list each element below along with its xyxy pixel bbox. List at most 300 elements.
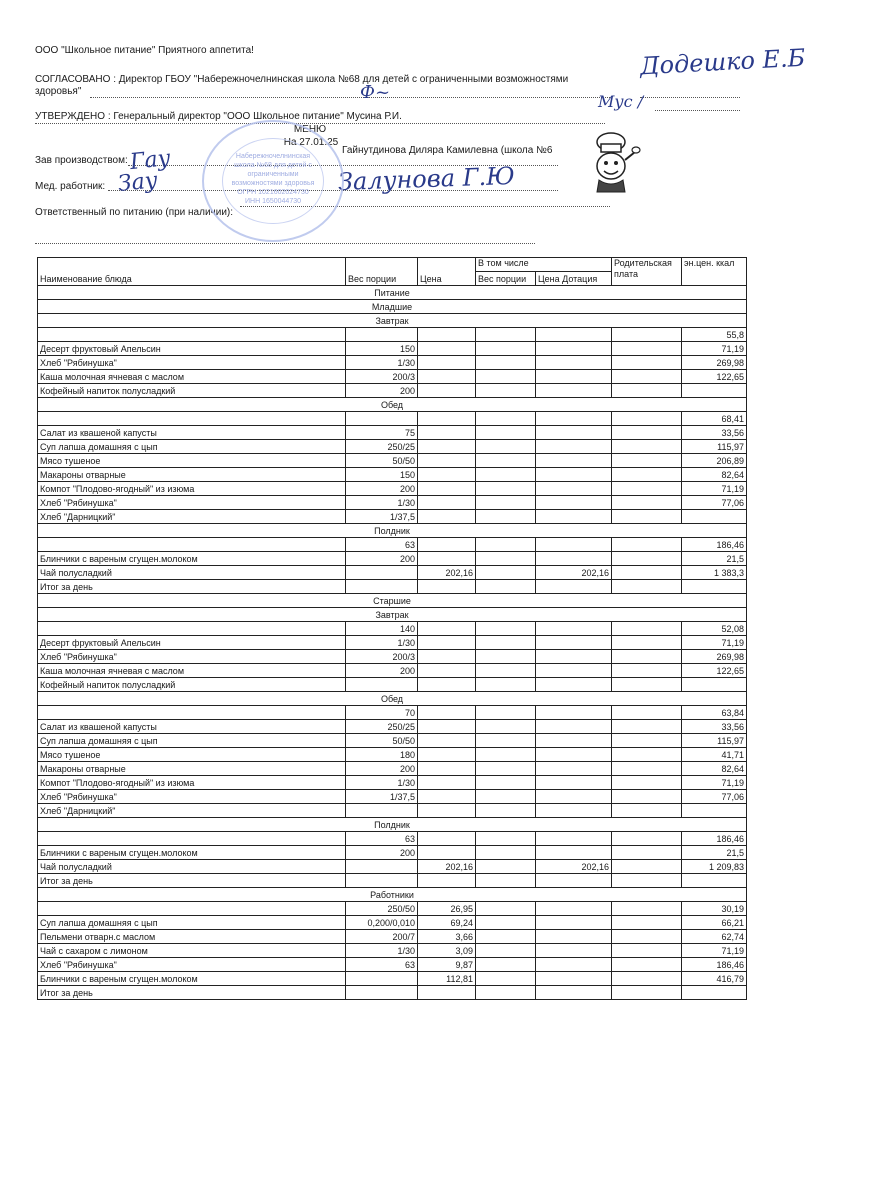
- dish-name: Суп лапша домашняя с цып: [38, 734, 346, 748]
- subsidy-price: [536, 846, 612, 860]
- dish-name: Итог за день: [38, 580, 346, 594]
- table-row: [38, 832, 747, 846]
- price: 26,95: [418, 902, 476, 916]
- parent-fee: [612, 720, 682, 734]
- energy-kcal: 269,98: [682, 650, 747, 664]
- parent-fee: [612, 412, 682, 426]
- signature-director: Ф~: [360, 82, 391, 103]
- dish-name: Салат из квашеной капусты: [38, 720, 346, 734]
- dish-name: [38, 706, 346, 720]
- table-row: [38, 566, 747, 580]
- portion-weight: 50/50: [346, 734, 418, 748]
- subsidy-price: [536, 706, 612, 720]
- price: [418, 552, 476, 566]
- incl-weight: [476, 734, 536, 748]
- parent-fee: [612, 832, 682, 846]
- responsible-label: Ответственный по питанию (при наличии):: [35, 207, 234, 218]
- portion-weight: 1/37,5: [346, 790, 418, 804]
- incl-weight: [476, 832, 536, 846]
- parent-fee: [612, 384, 682, 398]
- section-label: Полдник: [38, 524, 747, 538]
- table-row: [38, 650, 747, 664]
- parent-fee: [612, 748, 682, 762]
- subsidy-price: [536, 370, 612, 384]
- col-energy: эн.цен. ккал: [682, 258, 747, 286]
- table-row: [38, 412, 747, 426]
- price: [418, 636, 476, 650]
- subsidy-price: [536, 384, 612, 398]
- parent-fee: [612, 342, 682, 356]
- dish-name: [38, 328, 346, 342]
- price: [418, 356, 476, 370]
- portion-weight: 150: [346, 468, 418, 482]
- table-row: [38, 790, 747, 804]
- col-incl-price: Цена Дотация: [536, 272, 612, 286]
- parent-fee: [612, 776, 682, 790]
- table-row: [38, 734, 747, 748]
- table-row: [38, 384, 747, 398]
- incl-weight: [476, 650, 536, 664]
- price: [418, 454, 476, 468]
- dish-name: Хлеб "Рябинушка": [38, 958, 346, 972]
- parent-fee: [612, 510, 682, 524]
- incl-weight: [476, 454, 536, 468]
- dish-name: Мясо тушеное: [38, 454, 346, 468]
- energy-kcal: 82,64: [682, 468, 747, 482]
- table-row: [38, 454, 747, 468]
- subsidy-price: [536, 720, 612, 734]
- subsidy-price: [536, 496, 612, 510]
- section-row: [38, 398, 747, 412]
- price: [418, 664, 476, 678]
- col-weight: Вес порции: [346, 258, 418, 286]
- incl-weight: [476, 706, 536, 720]
- price: [418, 776, 476, 790]
- price: [418, 650, 476, 664]
- portion-weight: [346, 986, 418, 1000]
- parent-fee: [612, 706, 682, 720]
- price: 9,87: [418, 958, 476, 972]
- incl-weight: [476, 902, 536, 916]
- parent-fee: [612, 902, 682, 916]
- incl-weight: [476, 482, 536, 496]
- incl-weight: [476, 370, 536, 384]
- subsidy-price: [536, 636, 612, 650]
- energy-kcal: 66,21: [682, 916, 747, 930]
- subsidy-price: [536, 482, 612, 496]
- price: [418, 482, 476, 496]
- portion-weight: 200: [346, 846, 418, 860]
- parent-fee: [612, 916, 682, 930]
- price: [418, 846, 476, 860]
- portion-weight: 150: [346, 342, 418, 356]
- table-row: [38, 482, 747, 496]
- incl-weight: [476, 804, 536, 818]
- incl-weight: [476, 636, 536, 650]
- round-stamp: [202, 120, 344, 242]
- section-row: [38, 300, 747, 314]
- incl-weight: [476, 986, 536, 1000]
- dish-name: Кофейный напиток полусладкий: [38, 678, 346, 692]
- parent-fee: [612, 468, 682, 482]
- production-name: Гайнутдинова Диляра Камилевна (школа №6: [342, 145, 553, 156]
- incl-weight: [476, 440, 536, 454]
- price: [418, 468, 476, 482]
- stamp-text: Набережночелнинская школа №68 для детей с ограниченными возможностями здоровья ОГРН 1021602024730 ИНН 1650044730: [231, 153, 315, 205]
- price: [418, 384, 476, 398]
- subsidy-price: [536, 342, 612, 356]
- energy-kcal: 21,5: [682, 846, 747, 860]
- signature-medic: Зау: [116, 167, 159, 198]
- subsidy-price: [536, 776, 612, 790]
- price: [418, 874, 476, 888]
- parent-fee: [612, 370, 682, 384]
- dish-name: Хлеб "Рябинушка": [38, 496, 346, 510]
- price: [418, 832, 476, 846]
- energy-kcal: 115,97: [682, 440, 747, 454]
- energy-kcal: 1 209,83: [682, 860, 747, 874]
- parent-fee: [612, 650, 682, 664]
- subsidy-price: [536, 930, 612, 944]
- table-row: [38, 902, 747, 916]
- portion-weight: 75: [346, 426, 418, 440]
- subsidy-price: [536, 468, 612, 482]
- energy-kcal: 63,84: [682, 706, 747, 720]
- section-label: Обед: [38, 692, 747, 706]
- portion-weight: 250/50: [346, 902, 418, 916]
- price: [418, 328, 476, 342]
- table-row: [38, 342, 747, 356]
- subsidy-price: [536, 552, 612, 566]
- parent-fee: [612, 846, 682, 860]
- subsidy-price: [536, 804, 612, 818]
- dish-name: Хлеб "Дарницкий": [38, 510, 346, 524]
- portion-weight: [346, 678, 418, 692]
- responsible-dots-2: [35, 243, 535, 244]
- parent-fee: [612, 804, 682, 818]
- energy-kcal: 71,19: [682, 776, 747, 790]
- subsidy-price: [536, 972, 612, 986]
- price: 202,16: [418, 566, 476, 580]
- energy-kcal: [682, 804, 747, 818]
- table-row: [38, 860, 747, 874]
- production-label: Зав производством:: [35, 155, 128, 166]
- dish-name: Итог за день: [38, 874, 346, 888]
- portion-weight: [346, 580, 418, 594]
- energy-kcal: [682, 580, 747, 594]
- energy-kcal: 115,97: [682, 734, 747, 748]
- table-row: [38, 664, 747, 678]
- agreed-line: СОГЛАСОВАНО : Директор ГБОУ "Набережночелнинская школа №68 для детей с ограниченными возможностями здоровья": [35, 74, 569, 97]
- energy-kcal: 1 383,3: [682, 566, 747, 580]
- parent-fee: [612, 496, 682, 510]
- subsidy-price: [536, 832, 612, 846]
- portion-weight: [346, 566, 418, 580]
- approved-dots-right: [655, 110, 740, 111]
- col-parent: Родительская плата: [612, 258, 682, 286]
- table-row: [38, 776, 747, 790]
- portion-weight: 250/25: [346, 440, 418, 454]
- menu-table: [37, 257, 747, 1000]
- signature-director-name: Додешко Е.Б: [639, 43, 806, 81]
- section-label: Питание: [38, 286, 747, 300]
- portion-weight: [346, 412, 418, 426]
- energy-kcal: 41,71: [682, 748, 747, 762]
- section-label: Младшие: [38, 300, 747, 314]
- dish-name: Кофейный напиток полусладкий: [38, 384, 346, 398]
- portion-weight: 1/30: [346, 636, 418, 650]
- dish-name: Пельмени отварн.с маслом: [38, 930, 346, 944]
- agreed-dots: [90, 97, 610, 98]
- menu-title: МЕНЮ: [293, 124, 327, 135]
- section-label: Обед: [38, 398, 747, 412]
- dish-name: Макароны отварные: [38, 762, 346, 776]
- price: [418, 720, 476, 734]
- section-row: [38, 818, 747, 832]
- section-row: [38, 692, 747, 706]
- menu-body: [38, 286, 747, 1000]
- dish-name: Блинчики с вареным сгущен.молоком: [38, 846, 346, 860]
- energy-kcal: 77,06: [682, 496, 747, 510]
- parent-fee: [612, 678, 682, 692]
- price: 202,16: [418, 860, 476, 874]
- signature-general: Мус /: [598, 92, 644, 111]
- parent-fee: [612, 552, 682, 566]
- dish-name: Суп лапша домашняя с цып: [38, 440, 346, 454]
- parent-fee: [612, 482, 682, 496]
- table-row: [38, 622, 747, 636]
- dish-name: Чай полусладкий: [38, 566, 346, 580]
- incl-weight: [476, 762, 536, 776]
- portion-weight: 1/30: [346, 944, 418, 958]
- energy-kcal: [682, 986, 747, 1000]
- table-row: [38, 538, 747, 552]
- table-row: [38, 636, 747, 650]
- subsidy-price: [536, 664, 612, 678]
- incl-weight: [476, 580, 536, 594]
- table-row: [38, 748, 747, 762]
- price: [418, 580, 476, 594]
- energy-kcal: 416,79: [682, 972, 747, 986]
- price: [418, 762, 476, 776]
- subsidy-price: [536, 958, 612, 972]
- portion-weight: 200: [346, 482, 418, 496]
- incl-weight: [476, 776, 536, 790]
- col-name: Наименование блюда: [38, 258, 346, 286]
- section-row: [38, 594, 747, 608]
- table-row: [38, 678, 747, 692]
- energy-kcal: [682, 874, 747, 888]
- subsidy-price: [536, 440, 612, 454]
- incl-weight: [476, 552, 536, 566]
- total-row: [38, 874, 747, 888]
- table-row: [38, 846, 747, 860]
- section-row: [38, 524, 747, 538]
- table-row: [38, 804, 747, 818]
- incl-weight: [476, 748, 536, 762]
- parent-fee: [612, 734, 682, 748]
- section-label: Завтрак: [38, 608, 747, 622]
- energy-kcal: 186,46: [682, 538, 747, 552]
- dish-name: Итог за день: [38, 986, 346, 1000]
- portion-weight: 63: [346, 538, 418, 552]
- dish-name: [38, 832, 346, 846]
- table-row: [38, 720, 747, 734]
- dish-name: Десерт фруктовый Апельсин: [38, 342, 346, 356]
- table-row: [38, 370, 747, 384]
- portion-weight: 1/37,5: [346, 510, 418, 524]
- portion-weight: [346, 328, 418, 342]
- price: 112,81: [418, 972, 476, 986]
- section-label: Завтрак: [38, 314, 747, 328]
- portion-weight: 1/30: [346, 356, 418, 370]
- incl-weight: [476, 860, 536, 874]
- energy-kcal: 77,06: [682, 790, 747, 804]
- subsidy-price: [536, 650, 612, 664]
- col-incl-weight: Вес порции: [476, 272, 536, 286]
- org-line: ООО "Школьное питание" Приятного аппетита!: [35, 45, 254, 56]
- price: [418, 748, 476, 762]
- price: [418, 622, 476, 636]
- energy-kcal: 269,98: [682, 356, 747, 370]
- price: [418, 370, 476, 384]
- table-row: [38, 958, 747, 972]
- incl-weight: [476, 846, 536, 860]
- dish-name: [38, 538, 346, 552]
- signature-production: Гау: [128, 145, 172, 176]
- energy-kcal: 33,56: [682, 720, 747, 734]
- parent-fee: [612, 664, 682, 678]
- total-row: [38, 986, 747, 1000]
- incl-weight: [476, 496, 536, 510]
- subsidy-price: [536, 734, 612, 748]
- approved-line: УТВЕРЖДЕНО : Генеральный директор "ООО Школьное питание" Мусина Р.И.: [35, 111, 402, 122]
- signature-medic-name: Залунова Г.Ю: [337, 161, 516, 197]
- energy-kcal: 30,19: [682, 902, 747, 916]
- energy-kcal: 71,19: [682, 482, 747, 496]
- price: [418, 678, 476, 692]
- parent-fee: [612, 538, 682, 552]
- subsidy-price: [536, 790, 612, 804]
- energy-kcal: 82,64: [682, 762, 747, 776]
- subsidy-price: [536, 454, 612, 468]
- incl-weight: [476, 384, 536, 398]
- table-row: [38, 706, 747, 720]
- portion-weight: 63: [346, 958, 418, 972]
- incl-weight: [476, 664, 536, 678]
- incl-weight: [476, 622, 536, 636]
- price: [418, 804, 476, 818]
- medic-label: Мед. работник:: [35, 181, 106, 192]
- incl-weight: [476, 944, 536, 958]
- table-row: [38, 440, 747, 454]
- subsidy-price: 202,16: [536, 860, 612, 874]
- subsidy-price: [536, 916, 612, 930]
- parent-fee: [612, 762, 682, 776]
- parent-fee: [612, 622, 682, 636]
- price: [418, 496, 476, 510]
- price: [418, 790, 476, 804]
- parent-fee: [612, 958, 682, 972]
- incl-weight: [476, 356, 536, 370]
- incl-weight: [476, 930, 536, 944]
- table-row: [38, 552, 747, 566]
- agreed-dots-right: [640, 97, 740, 98]
- table-row: [38, 328, 747, 342]
- subsidy-price: [536, 412, 612, 426]
- price: [418, 986, 476, 1000]
- table-row: [38, 510, 747, 524]
- portion-weight: 1/30: [346, 496, 418, 510]
- table-row: [38, 762, 747, 776]
- subsidy-price: [536, 944, 612, 958]
- dish-name: Каша молочная ячневая с маслом: [38, 664, 346, 678]
- table-row: [38, 426, 747, 440]
- dish-name: [38, 622, 346, 636]
- incl-weight: [476, 874, 536, 888]
- subsidy-price: [536, 538, 612, 552]
- price: [418, 412, 476, 426]
- energy-kcal: [682, 678, 747, 692]
- section-row: [38, 314, 747, 328]
- dish-name: [38, 902, 346, 916]
- portion-weight: 0,200/0,010: [346, 916, 418, 930]
- price: [418, 538, 476, 552]
- price: 3,09: [418, 944, 476, 958]
- portion-weight: 250/25: [346, 720, 418, 734]
- energy-kcal: 55,8: [682, 328, 747, 342]
- total-row: [38, 580, 747, 594]
- incl-weight: [476, 720, 536, 734]
- energy-kcal: 186,46: [682, 832, 747, 846]
- price: [418, 734, 476, 748]
- section-row: [38, 286, 747, 300]
- incl-weight: [476, 328, 536, 342]
- dish-name: Хлеб "Дарницкий": [38, 804, 346, 818]
- energy-kcal: 21,5: [682, 552, 747, 566]
- energy-kcal: 71,19: [682, 342, 747, 356]
- portion-weight: [346, 972, 418, 986]
- dish-name: Хлеб "Рябинушка": [38, 356, 346, 370]
- portion-weight: [346, 804, 418, 818]
- price: [418, 342, 476, 356]
- subsidy-price: [536, 622, 612, 636]
- parent-fee: [612, 944, 682, 958]
- menu-date: На 27.01.25: [283, 137, 339, 148]
- incl-weight: [476, 566, 536, 580]
- parent-fee: [612, 930, 682, 944]
- parent-fee: [612, 426, 682, 440]
- parent-fee: [612, 566, 682, 580]
- incl-weight: [476, 342, 536, 356]
- price: [418, 510, 476, 524]
- incl-weight: [476, 468, 536, 482]
- table-row: [38, 930, 747, 944]
- portion-weight: 200: [346, 552, 418, 566]
- subsidy-price: [536, 510, 612, 524]
- incl-weight: [476, 538, 536, 552]
- table-row: [38, 972, 747, 986]
- price: [418, 706, 476, 720]
- energy-kcal: [682, 510, 747, 524]
- chef-logo-icon: [583, 130, 643, 196]
- energy-kcal: 71,19: [682, 636, 747, 650]
- dish-name: Макароны отварные: [38, 468, 346, 482]
- incl-weight: [476, 412, 536, 426]
- table-row: [38, 944, 747, 958]
- subsidy-price: [536, 748, 612, 762]
- dish-name: Блинчики с вареным сгущен.молоком: [38, 972, 346, 986]
